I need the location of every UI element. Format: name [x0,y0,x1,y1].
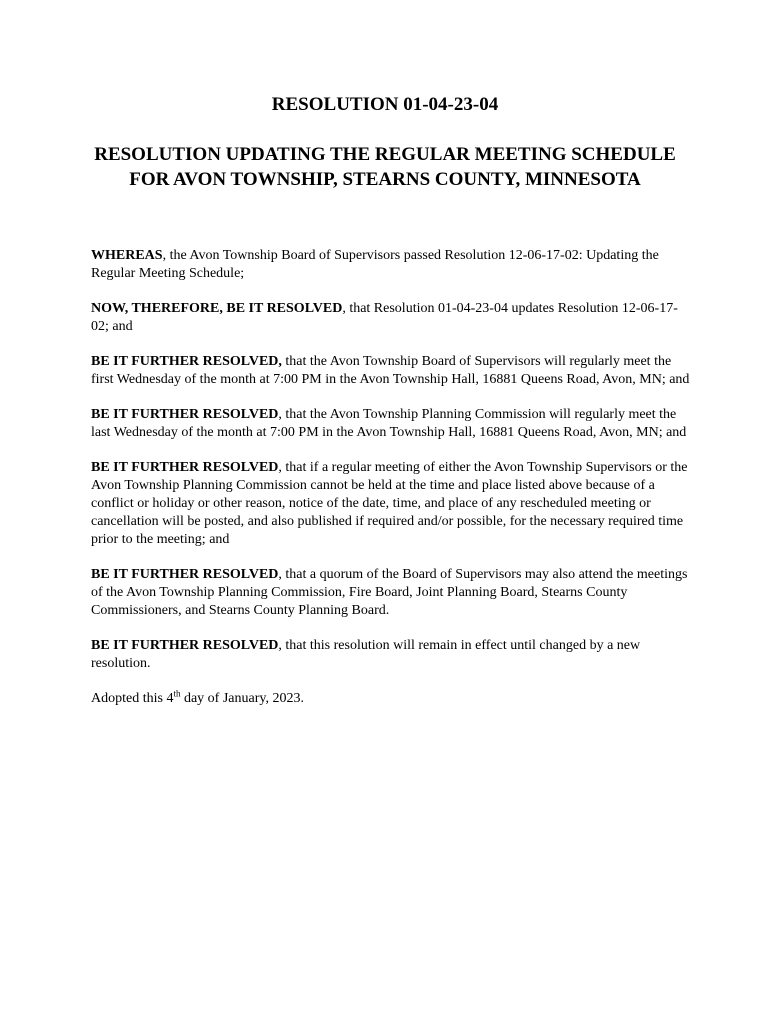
paragraph-text: that the Avon Township Board of Supervisors will regularly meet the first Wednesday of the month at 7:00 PM in the Avon Township Hall, 16881 Queens Road, Avon, MN; and [91,354,690,387]
paragraph-text: , that Resolution 01-04-23-04 updates Resolution 12-06-17-02; and [91,301,678,334]
paragraph-text: , that if a regular meeting of either the Avon Township Supervisors or the Avon Township Planning Commission cannot be held at the time and place listed above because of a conflict or holiday or other reason, notice of the date, time, and place of any rescheduled meeting or cancellation will be posted, and also published if required and/or possible, for the necessary required time prior to the meeting; and [91,460,688,547]
paragraph-whereas [91,247,691,283]
paragraph-rescheduling [91,459,691,549]
paragraph-lead: NOW, THEREFORE, BE IT RESOLVED [91,301,343,316]
paragraph-lead: BE IT FURTHER RESOLVED [91,567,279,582]
paragraph-text: , the Avon Township Board of Supervisors passed Resolution 12-06-17-02: Updating the Regular Meeting Schedule; [91,248,659,281]
paragraph-effect [91,637,691,673]
paragraph-lead: BE IT FURTHER RESOLVED [91,638,279,653]
paragraph-lead: BE IT FURTHER RESOLVED [91,407,279,422]
paragraph-text: , that the Avon Township Planning Commission will regularly meet the last Wednesday of the month at 7:00 PM in the Avon Township Hall, 16881 Queens Road, Avon, MN; and [91,407,687,440]
paragraph-board-meeting [91,353,691,389]
resolution-title: RESOLUTION UPDATING THE REGULAR MEETING SCHEDULE FOR AVON TOWNSHIP, STEARNS COUNTY, MINNESOTA [94,144,676,190]
paragraph-text: , that a quorum of the Board of Supervisors may also attend the meetings of the Avon Township Planning Commission, Fire Board, Joint Planning Board, Stearns County Commissioners, and Stearns County Planning Board. [91,567,688,618]
paragraph-text: , that this resolution will remain in effect until changed by a new resolution. [91,638,641,671]
paragraph-lead: BE IT FURTHER RESOLVED, [91,354,282,369]
adoption-suffix: day of January, 2023. [180,691,304,706]
paragraph-planning-meeting [91,406,691,442]
adoption-prefix: Adopted this 4 [91,691,174,706]
adoption-ordinal: th [173,688,181,699]
adoption-date [91,690,691,708]
paragraph-quorum [91,566,691,620]
paragraph-lead: BE IT FURTHER RESOLVED [91,460,279,475]
resolution-number: RESOLUTION 01-04-23-04 [271,94,499,115]
paragraph-now-therefore [91,300,691,336]
resolution-body [91,247,691,725]
paragraph-lead: WHEREAS [91,248,163,263]
